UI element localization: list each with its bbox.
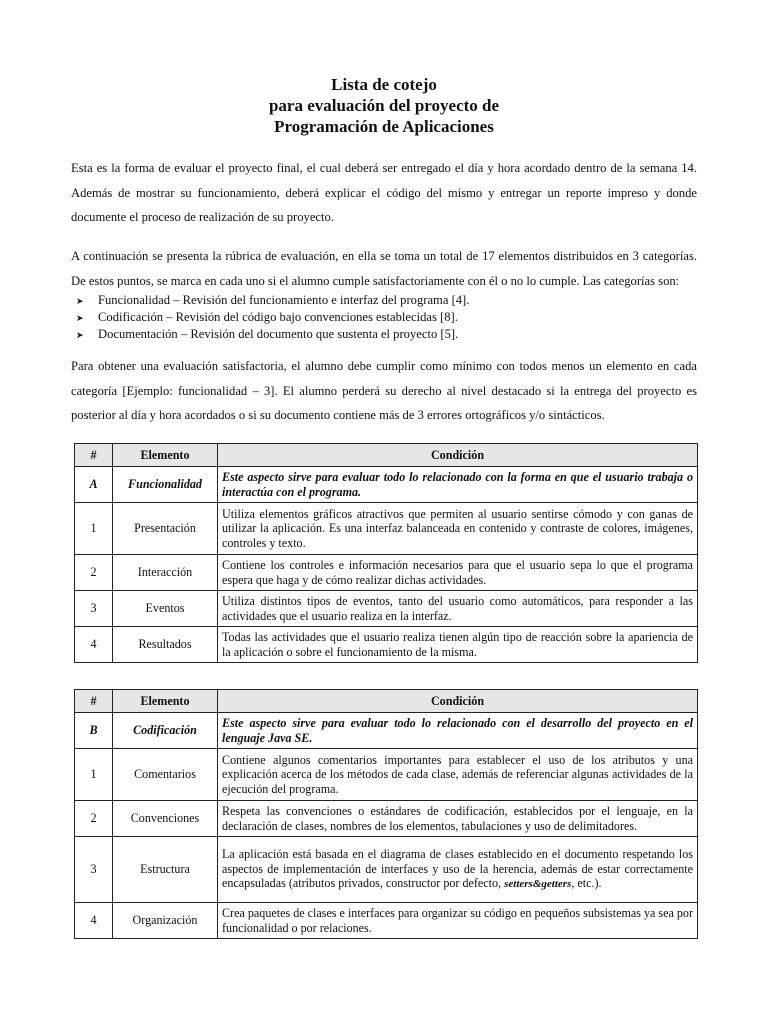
row-condition: Respeta las convenciones o estándares de codificación, establecidos por el lenguaje, en la declaración de clases, nombres de los elementos, tabulaciones y uso de delimitadores. — [218, 801, 698, 837]
rubric-intro-line-2: De estos puntos, se marca en cada uno si el alumno cumple satisfactoriamente con él o no lo cumple. Las categorías son: — [71, 273, 680, 288]
row-num: 3 — [75, 591, 113, 627]
header-num: # — [75, 690, 113, 713]
row-num: 1 — [75, 503, 113, 555]
rubric-intro-line-1: A continuación se presenta la rúbrica de evaluación, en ella se toma un total de 17 elementos distribuidos en 3 categorías. — [71, 249, 697, 263]
condition-text: La aplicación está basada en el diagrama de clases establecido en el documento respetando los aspectos de implementación de interfaces y uso de la herencia, además de estar correctamente encapsuladas (atributos privados, constructor por defecto, — [222, 847, 693, 891]
row-element: Presentación — [113, 503, 218, 555]
row-element: Convenciones — [113, 801, 218, 837]
category-id: A — [75, 467, 113, 503]
document-title — [0, 74, 768, 137]
setters-getters-term: setters&getters — [504, 878, 572, 891]
row-num: 1 — [75, 749, 113, 801]
row-num: 4 — [75, 903, 113, 939]
row-condition — [218, 837, 698, 903]
row-condition: Contiene algunos comentarios importantes para establecer el uso de los atributos y una explicación acerca de los métodos de cada clase, además de referenciar algunas actividades de la ejecución del programa. — [218, 749, 698, 801]
arrowhead-right-icon: ➤ — [76, 296, 84, 306]
row-element: Estructura — [113, 837, 218, 903]
row-num: 3 — [75, 837, 113, 903]
table-row — [75, 749, 698, 801]
category-text: Funcionalidad – Revisión del funcionamiento e interfaz del programa [4]. — [98, 293, 470, 307]
row-condition: Contiene los controles e información necesarios para que el usuario sepa lo que el programa espera que haga y de cómo realizar dichas actividades. — [218, 555, 698, 591]
category-list-item — [76, 326, 696, 343]
row-condition: Utiliza distintos tipos de eventos, tanto del usuario como automáticos, para responder a las actividades que el usuario realiza en la interfaz. — [218, 591, 698, 627]
table-header-row — [75, 444, 698, 467]
category-list-item — [76, 292, 696, 309]
header-condition: Condición — [218, 444, 698, 467]
header-condition: Condición — [218, 690, 698, 713]
rubric-table-functionality — [74, 443, 698, 663]
condition-text-end: , etc.). — [571, 876, 602, 891]
table-row — [75, 801, 698, 837]
rubric-table-coding — [74, 689, 698, 939]
requirements-line-3: posterior al día y hora acordados o si su documento contiene más de 3 errores ortográficos y/o sintácticos. — [71, 408, 605, 422]
table-row — [75, 503, 698, 555]
row-condition: Crea paquetes de clases e interfaces para organizar su código en pequeños subsistemas ya sea por funcionalidad o por relaciones. — [218, 903, 698, 939]
header-num: # — [75, 444, 113, 467]
row-condition: Utiliza elementos gráficos atractivos que permiten al usuario sentirse cómodo y con ganas de utilizar la aplicación. Es una interfaz balanceada en contenido y contraste de colores, imágenes, controles y texto. — [218, 503, 698, 555]
row-num: 2 — [75, 555, 113, 591]
row-num: 2 — [75, 801, 113, 837]
requirements-line-2: categoría [Ejemplo: funcionalidad – 3]. El alumno perderá su derecho al nivel destacado si la entrega del proyecto es — [71, 383, 697, 398]
row-element: Comentarios — [113, 749, 218, 801]
row-element: Eventos — [113, 591, 218, 627]
category-row — [75, 467, 698, 503]
category-list — [76, 292, 696, 343]
title-line-2: para evaluación del proyecto de — [268, 96, 500, 115]
title-line-3: Programación de Aplicaciones — [274, 117, 494, 136]
table-row — [75, 591, 698, 627]
category-description: Este aspecto sirve para evaluar todo lo relacionado con la forma en que el usuario trabaja o interactúa con el programa. — [218, 467, 698, 503]
table-row — [75, 903, 698, 939]
requirements-paragraph — [71, 354, 697, 428]
table-row — [75, 555, 698, 591]
requirements-line-1: Para obtener una evaluación satisfactoria, el alumno debe cumplir como mínimo con todos menos un elemento en cada — [71, 359, 697, 373]
category-text: Codificación – Revisión del código bajo convenciones establecidas [8]. — [98, 310, 458, 324]
header-element: Elemento — [113, 444, 218, 467]
intro-line-3: documente el proceso de realización de su proyecto. — [71, 210, 334, 224]
category-description: Este aspecto sirve para evaluar todo lo relacionado con el desarrollo del proyecto en el lenguaje Java SE. — [218, 713, 698, 749]
table-row — [75, 627, 698, 663]
rubric-intro-paragraph — [71, 244, 697, 293]
table-row — [75, 837, 698, 903]
arrowhead-right-icon: ➤ — [76, 313, 84, 323]
row-condition: Todas las actividades que el usuario realiza tienen algún tipo de reacción sobre la apariencia de la aplicación o sobre el funcionamiento de la misma. — [218, 627, 698, 663]
category-id: B — [75, 713, 113, 749]
category-list-item — [76, 309, 696, 326]
row-element: Interacción — [113, 555, 218, 591]
row-element: Resultados — [113, 627, 218, 663]
title-line-1: Lista de cotejo — [331, 75, 437, 94]
intro-line-2: Además de mostrar su funcionamiento, deberá explicar el código del mismo y entregar un reporte impreso y donde — [71, 185, 697, 200]
intro-paragraph — [71, 156, 697, 230]
row-num: 4 — [75, 627, 113, 663]
category-text: Documentación – Revisión del documento que sustenta el proyecto [5]. — [98, 327, 459, 341]
arrowhead-right-icon: ➤ — [76, 330, 84, 340]
header-element: Elemento — [113, 690, 218, 713]
category-row — [75, 713, 698, 749]
intro-line-1: Esta es la forma de evaluar el proyecto final, el cual deberá ser entregado el día y hora acordado dentro de la semana 14. — [71, 161, 697, 175]
row-element: Organización — [113, 903, 218, 939]
category-name: Codificación — [113, 713, 218, 749]
category-name: Funcionalidad — [113, 467, 218, 503]
table-header-row — [75, 690, 698, 713]
